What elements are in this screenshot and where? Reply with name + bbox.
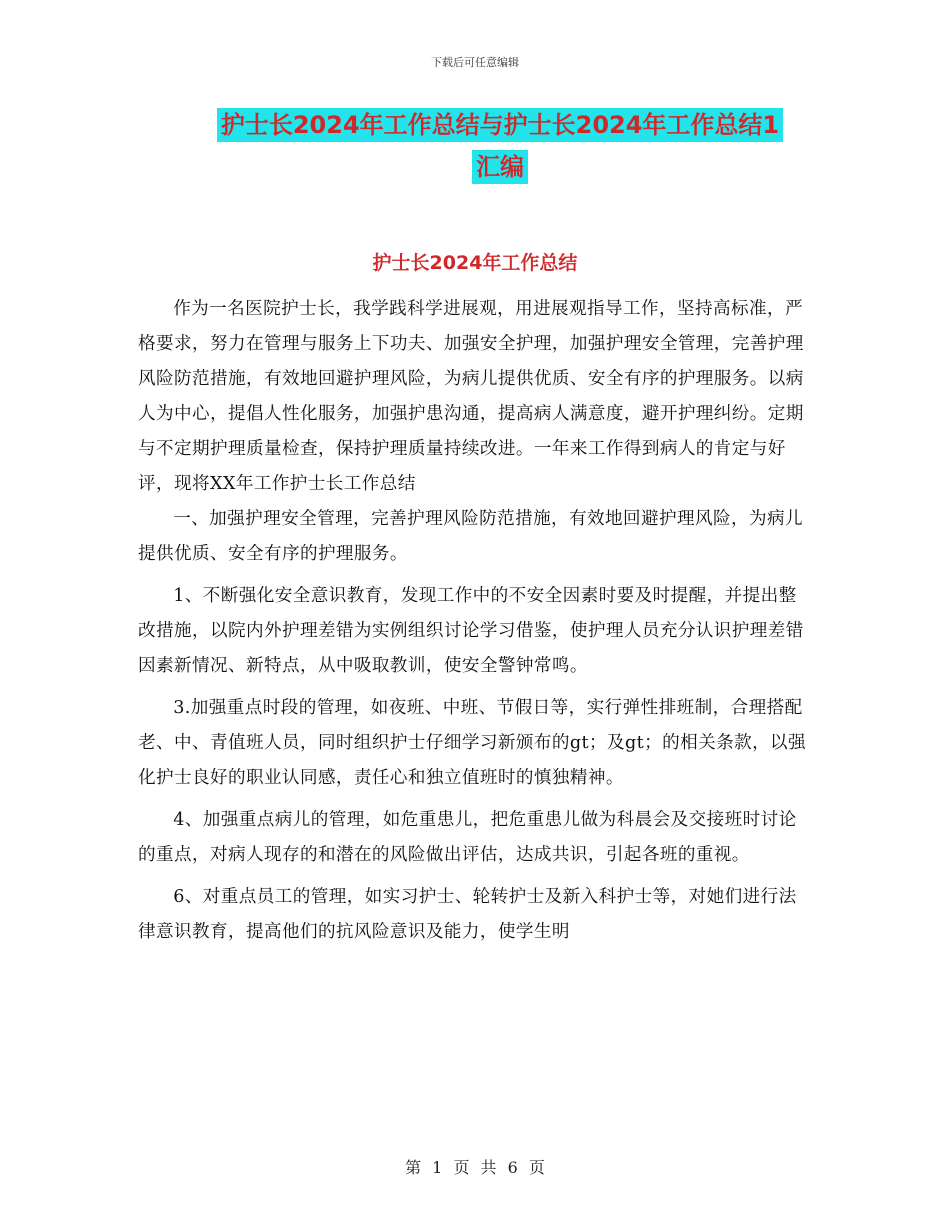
section-title: 护士长2024年工作总结 — [372, 252, 578, 274]
paragraph: 4、加强重点病儿的管理，如危重患儿，把危重患儿做为科晨会及交接班时讨论的重点，对病人现存的和潜在的风险做出评估，达成共识，引起各班的重视。 — [138, 810, 797, 865]
paragraph: 3.加强重点时段的管理，如夜班、中班、节假日等，实行弹性排班制，合理搭配老、中、青值班人员，同时组织护士仔细学习新颁布的gt；及gt；的相关条款，以强化护士良好的职业认同感，责任心和独立值班时的慎独精神。 — [138, 698, 807, 788]
title-line-1: 护士长2024年工作总结与护士长2024年工作总结1 — [217, 108, 783, 142]
paragraph: 作为一名医院护士长，我学践科学进展观，用进展观指导工作，坚持高标准，严格要求，努力在管理与服务上下功夫、加强安全护理，加强护理安全管理，完善护理风险防范措施，有效地回避护理风险，为病儿提供优质、安全有序的护理服务。以病人为中心，提倡人性化服务，加强护患沟通，提高病人满意度，避开护理纠纷。定期与不定期护理质量检查，保持护理质量持续改进。一年来工作得到病人的肯定与好评，现将XX年工作护士长工作总结 — [138, 299, 804, 494]
document-title — [190, 108, 810, 192]
paragraph: 6、对重点员工的管理，如实习护士、轮转护士及新入科护士等，对她们进行法律意识教育，提高他们的抗风险意识及能力，使学生明 — [138, 887, 797, 942]
paragraph: 1、不断强化安全意识教育，发现工作中的不安全因素时要及时提醒，并提出整改措施，以院内外护理差错为实例组织讨论学习借鉴，使护理人员充分认识护理差错因素新情况、新特点，从中吸取教训，使安全警钟常鸣。 — [138, 586, 804, 676]
paragraph: 一、加强护理安全管理，完善护理风险防范措施，有效地回避护理风险，为病儿提供优质、安全有序的护理服务。 — [138, 509, 803, 564]
page-number: 第 1 页 共 6 页 — [405, 1158, 545, 1177]
page-header: 下载后可任意编辑 — [431, 56, 519, 69]
title-line-2: 汇编 — [472, 150, 528, 184]
document-body — [138, 292, 810, 950]
